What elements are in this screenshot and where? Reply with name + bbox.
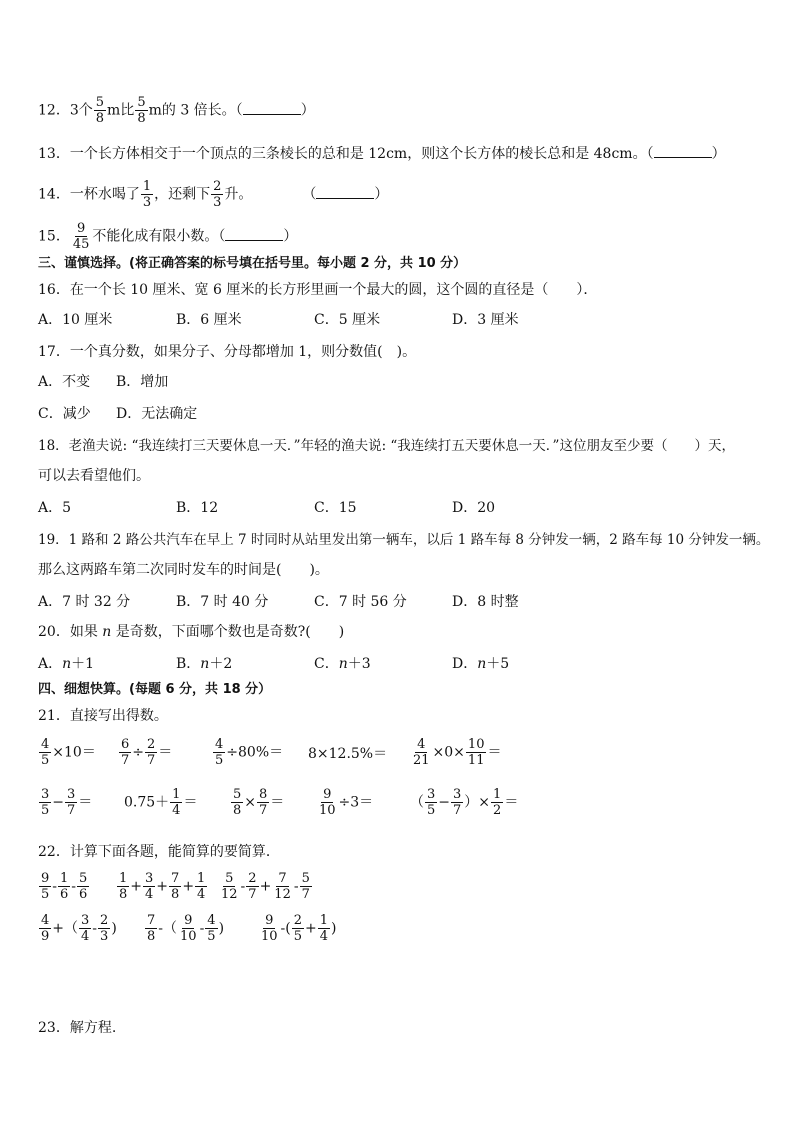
fraction: $\frac{5}{8}$ [95, 95, 105, 126]
question-19-line-2: 那么这两路车第二次同时发车的时间是( )。 [38, 562, 329, 578]
option-d[interactable]: D．无法确定 [116, 406, 198, 422]
option-a[interactable]: A．n＋1 [38, 656, 95, 672]
calc-21-10: （ $\frac{3}{5}$ − $\frac{3}{7}$ ）× $\frac{1}{2}$ ＝ [410, 787, 519, 818]
question-14: 14．一杯水喝了 $\frac{1}{3}$ ，还剩下 $\frac{2}{3}$ 升。 （ ） [38, 179, 389, 210]
option-b[interactable]: B．7 时 40 分 [176, 594, 269, 610]
option-a[interactable]: A．7 时 32 分 [38, 594, 131, 610]
option-b[interactable]: B．12 [176, 500, 219, 516]
question-17: 17．一个真分数，如果分子、分母都增加 1，则分数值( )。 [38, 344, 417, 360]
option-b[interactable]: B．增加 [116, 374, 169, 390]
calc-22-2: $\frac{1}{8}$ + $\frac{3}{4}$ + $\frac{7}{8}$ + $\frac{1}{4}$ [119, 871, 206, 902]
calc-21-6: $\frac{3}{5}$ − $\frac{3}{7}$ ＝ [41, 787, 93, 818]
question-12: 12．3个 $\frac{5}{8}$ m比 $\frac{5}{8}$ m的 3 倍长。（ ） [38, 95, 315, 126]
calc-21-1: $\frac{4}{5}$ ×10＝ [41, 737, 96, 768]
calc-22-6: $\frac{9}{10}$ -( $\frac{2}{5}$ + $\frac{1}{4}$ ) [261, 913, 337, 944]
option-b[interactable]: B．n＋2 [176, 656, 233, 672]
calc-21-4: 8×12.5%＝ [308, 746, 388, 762]
question-13: 13．一个长方体相交于一个顶点的三条棱长的总和是 12cm，则这个长方体的棱长总和是 48cm。（ ） [38, 146, 726, 162]
option-c[interactable]: C．7 时 56 分 [314, 594, 407, 610]
question-16: 16．在一个长 10 厘米、宽 6 厘米的长方形里画一个最大的圆，这个圆的直径是（ ）． [38, 282, 598, 298]
option-d[interactable]: D．3 厘米 [452, 312, 519, 328]
option-d[interactable]: D．8 时整 [452, 594, 519, 610]
answer-blank[interactable] [225, 228, 283, 241]
question-19-line-1: 19．1 路和 2 路公共汽车在早上 7 时同时从站里发出第一辆车，以后 1 路车每 8 分钟发一辆，2 路车每 10 分钟发一辆。 [38, 532, 770, 548]
option-a[interactable]: A．不变 [38, 374, 91, 390]
calc-21-5: $\frac{4}{21}$ ×0× $\frac{10}{11}$ ＝ [413, 737, 502, 768]
question-23: 23．解方程. [38, 1020, 117, 1036]
answer-blank[interactable] [316, 186, 374, 199]
calc-22-3: $\frac{5}{12}$ - $\frac{2}{7}$ + $\frac{7}{12}$ - $\frac{5}{7}$ [221, 871, 310, 902]
calc-22-5: $\frac{7}{8}$ -（ $\frac{9}{10}$ - $\frac{4}{5}$ ) [147, 913, 225, 944]
calc-21-3: $\frac{4}{5}$ ÷80%＝ [215, 737, 284, 768]
option-c[interactable]: C．减少 [38, 406, 91, 422]
option-a[interactable]: A．5 [38, 500, 72, 516]
question-18-line-1: 18．老渔夫说: “我连续打三天要休息一天．”年轻的渔夫说: “我连续打五天要休息一天．”这位朋友至少要（ ）天， [38, 438, 735, 454]
fraction: $\frac{9}{45}$ [72, 221, 90, 252]
calc-22-1: $\frac{9}{5}$ - $\frac{1}{6}$ - $\frac{5}{6}$ [41, 871, 88, 902]
question-18-line-2: 可以去看望他们。 [38, 468, 150, 484]
option-c[interactable]: C．n＋3 [314, 656, 371, 672]
question-15: 15． $\frac{9}{45}$ 不能化成有限小数。（ ） [38, 221, 298, 252]
calc-21-9: $\frac{9}{10}$ ÷3＝ [319, 787, 374, 818]
option-c[interactable]: C．5 厘米 [314, 312, 381, 328]
calc-21-8: $\frac{5}{8}$ × $\frac{8}{7}$ ＝ [233, 787, 285, 818]
calc-21-2: $\frac{6}{7}$ ÷ $\frac{2}{7}$ ＝ [121, 737, 173, 768]
question-22: 22．计算下面各题，能简算的要简算． [38, 844, 280, 860]
option-c[interactable]: C．15 [314, 500, 357, 516]
question-21: 21．直接写出得数。 [38, 708, 168, 724]
option-d[interactable]: D．n＋5 [452, 656, 510, 672]
fraction: $\frac{1}{3}$ [142, 179, 152, 210]
calc-21-7: 0.75＋ $\frac{1}{4}$ ＝ [124, 787, 198, 818]
section-3-heading: 三、谨慎选择。(将正确答案的标号填在括号里。每小题 2 分，共 10 分） [38, 256, 467, 271]
calc-22-4: $\frac{4}{9}$ +（ $\frac{3}{4}$ - $\frac{2}{3}$ ) [41, 913, 117, 944]
section-4-heading: 四、细想快算。(每题 6 分，共 18 分） [38, 682, 272, 697]
option-d[interactable]: D．20 [452, 500, 496, 516]
question-20: 20．如果 n 是奇数，下面哪个数也是奇数?( ) [38, 624, 345, 640]
fraction: $\frac{2}{3}$ [213, 179, 222, 210]
option-b[interactable]: B．6 厘米 [176, 312, 242, 328]
fraction: $\frac{5}{8}$ [137, 95, 146, 126]
answer-blank[interactable] [243, 102, 301, 115]
answer-blank[interactable] [654, 145, 712, 158]
option-a[interactable]: A．10 厘米 [38, 312, 113, 328]
